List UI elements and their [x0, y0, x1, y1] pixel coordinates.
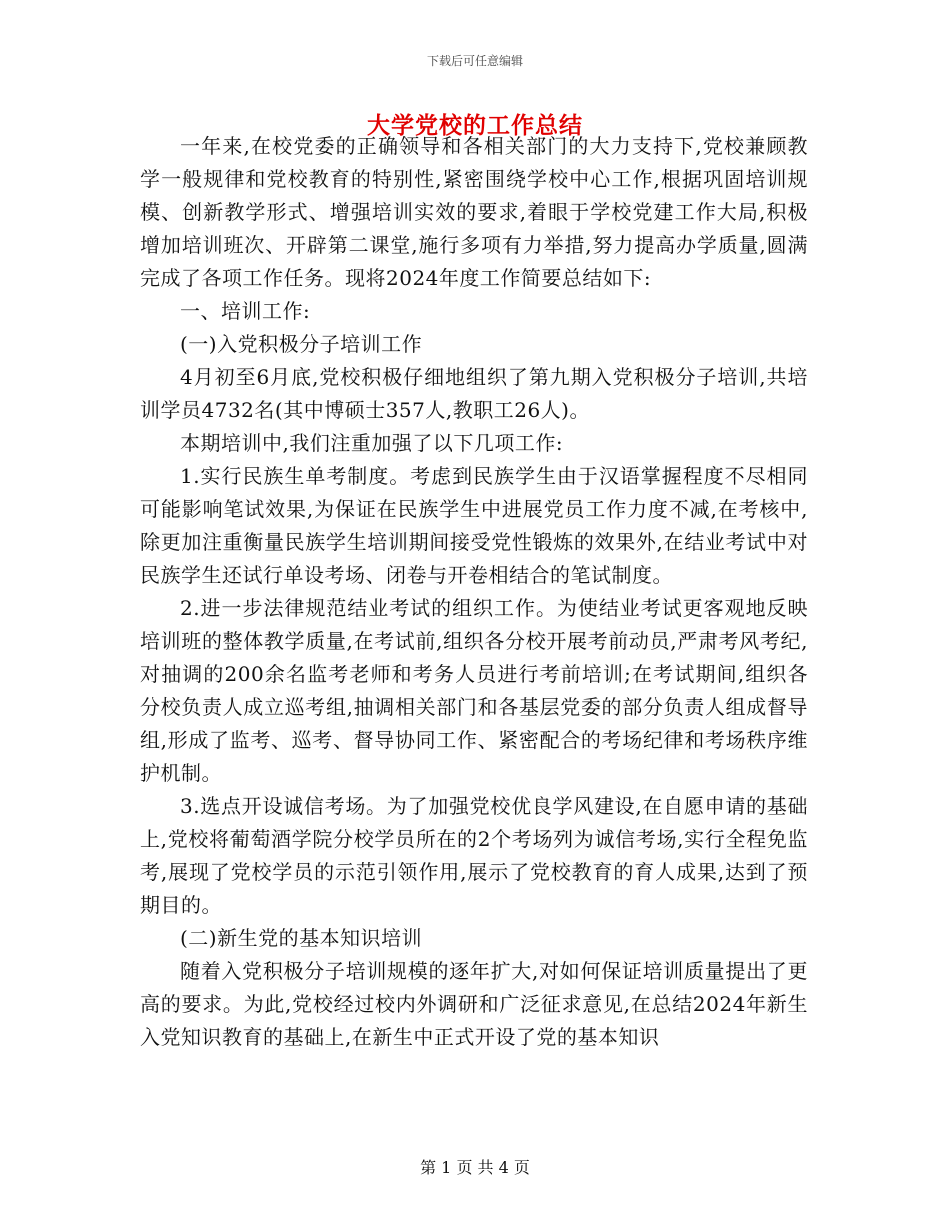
list-item: 3.选点开设诚信考场。为了加强党校优良学风建设,在自愿申请的基础上,党校将葡萄酒学院分校学员所在的2个考场列为诚信考场,实行全程免监考,展现了党校学员的示范引领作用,展示了党校教育的育人成果,达到了预期目的。 — [140, 794, 808, 917]
subsection-heading-activists: (一)入党积极分子培训工作 — [180, 332, 423, 356]
paragraph: 本期培训中,我们注重加强了以下几项工作: — [180, 431, 564, 455]
subsection-heading-freshmen: (二)新生党的基本知识培训 — [180, 926, 423, 950]
paragraph-intro: 一年来,在校党委的正确领导和各相关部门的大力支持下,党校兼顾教学一般规律和党校教育的特别性,紧密围绕学校中心工作,根据巩固培训规模、创新教学形式、增强培训实效的要求,着眼于学校党建工作大局,积极增加培训班次、开辟第二课堂,施行多项有力举措,努力提高办学质量,圆满完成了各项工作任务。现将2024年度工作简要总结如下: — [140, 134, 808, 290]
document-title: 大学党校的工作总结 — [367, 112, 583, 139]
paragraph: 4月初至6月底,党校积极仔细地组织了第九期入党积极分子培训,共培训学员4732名(其中博硕士357人,教职工26人)。 — [140, 365, 808, 422]
list-item: 1.实行民族生单考制度。考虑到民族学生由于汉语掌握程度不尽相同可能影响笔试效果,为保证在民族学生中进展党员工作力度不减,在考核中,除更加注重衡量民族学生培训期间接受党性锻炼的效果外,在结业考试中对民族学生还试行单设考场、闭卷与开卷相结合的笔试制度。 — [140, 464, 808, 587]
document-body — [140, 130, 808, 1054]
page-header: 下载后可任意编辑 — [426, 54, 523, 68]
section-heading-training: 一、培训工作: — [180, 299, 311, 323]
paragraph: 随着入党积极分子培训规模的逐年扩大,对如何保证培训质量提出了更高的要求。为此,党校经过校内外调研和广泛征求意见,在总结2024年新生入党知识教育的基础上,在新生中正式开设了党的基本知识 — [140, 959, 808, 1049]
list-item: 2.进一步法律规范结业考试的组织工作。为使结业考试更客观地反映培训班的整体教学质量,在考试前,组织各分校开展考前动员,严肃考风考纪,对抽调的200余名监考老师和考务人员进行考前培训;在考试期间,组织各分校负责人成立巡考组,抽调相关部门和各基层党委的部分负责人组成督导组,形成了监考、巡考、督导协同工作、紧密配合的考场纪律和考场秩序维护机制。 — [140, 596, 808, 785]
page-number: 第 1 页 共 4 页 — [420, 1158, 530, 1177]
